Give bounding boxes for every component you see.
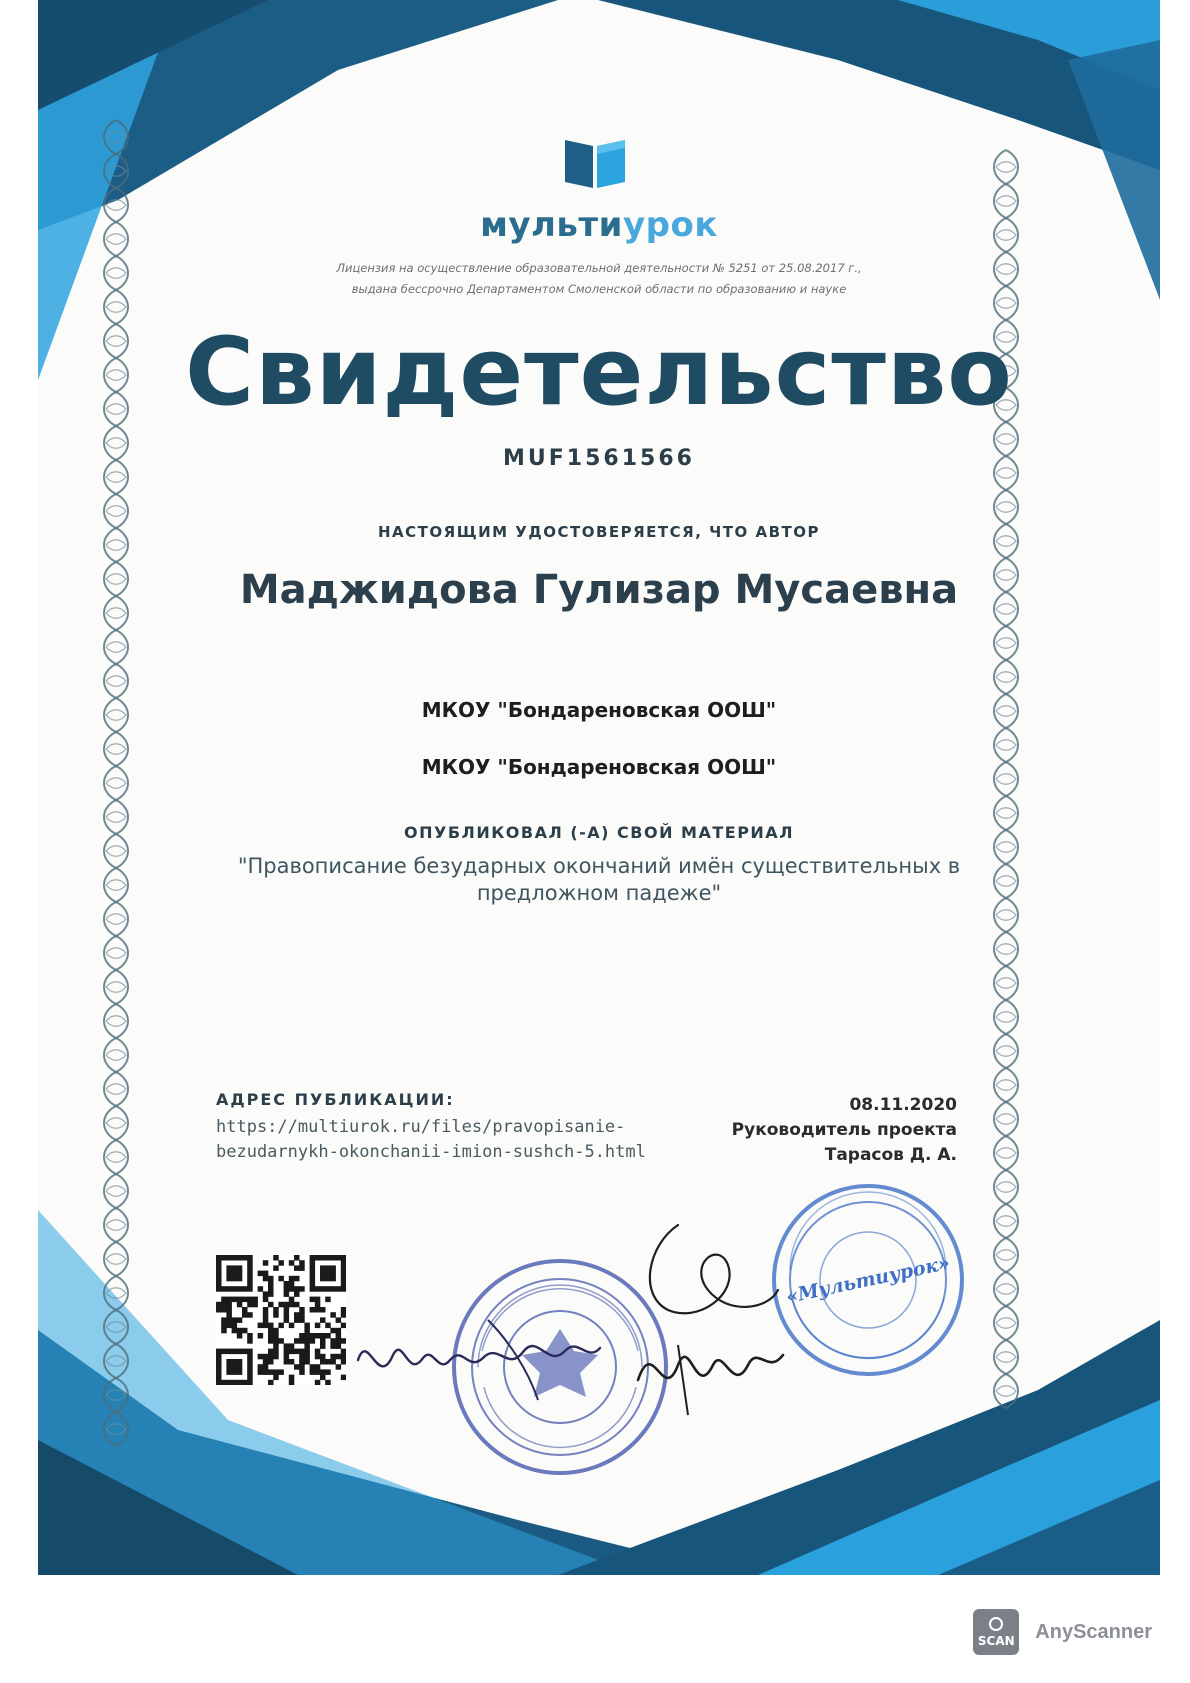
author-name: Маджидова Гулизар Мусаевна <box>239 567 959 613</box>
scan-badge-label: SCAN <box>977 1633 1015 1648</box>
logo-prefix: мульти <box>480 205 623 245</box>
brand-logo <box>38 205 1160 245</box>
logo-suffix: урок <box>622 205 718 245</box>
publication-url-line-1: https://multiurok.ru/files/pravopisanie- <box>216 1117 626 1137</box>
book-logo-icon <box>563 130 627 188</box>
publication-address-label: АДРЕС ПУБЛИКАЦИИ: <box>216 1090 455 1109</box>
signatory-role: Руководитель проекта <box>731 1120 957 1140</box>
company-stamp <box>768 1180 968 1380</box>
certificate-page <box>38 0 1160 1575</box>
issue-date: 08.11.2020 <box>849 1095 957 1115</box>
publication-url-line-2: bezudarnykh-okonchanii-imion-sushch-5.html <box>216 1142 646 1162</box>
organization-2: МКОУ "Бондареновская ООШ" <box>421 755 777 779</box>
license-text <box>38 258 1160 300</box>
published-text: ОПУБЛИКОВАЛ (-А) СВОЙ МАТЕРИАЛ <box>404 823 794 842</box>
certificate-title: Свидетельство <box>185 318 1013 427</box>
qr-code <box>216 1255 346 1385</box>
material-title: "Правописание безударных окончаний имён существительных в предложном падеже" <box>237 854 961 905</box>
certificate-code: MUF1561566 <box>503 446 695 471</box>
publication-url <box>216 1115 696 1165</box>
organization-1: МКОУ "Бондареновская ООШ" <box>421 698 777 722</box>
scanner-app-name: AnyScanner <box>1035 1620 1152 1643</box>
signatory-block <box>732 1093 957 1168</box>
license-line-1: Лицензия на осуществление образовательной деятельности № 5251 от 25.08.2017 г., <box>336 261 862 275</box>
certifies-text: НАСТОЯЩИМ УДОСТОВЕРЯЕТСЯ, ЧТО АВТОР <box>378 523 820 541</box>
license-line-2: выдана бессрочно Департаментом Смоленской области по образованию и науке <box>351 282 847 296</box>
scan-icon <box>973 1609 1019 1655</box>
company-stamp-text: «Мультиурок» <box>784 1251 952 1309</box>
signatory-name: Тарасов Д. А. <box>824 1145 957 1165</box>
director-signature <box>618 1205 798 1435</box>
school-signature <box>338 1300 638 1410</box>
scanner-watermark <box>973 1609 1152 1655</box>
